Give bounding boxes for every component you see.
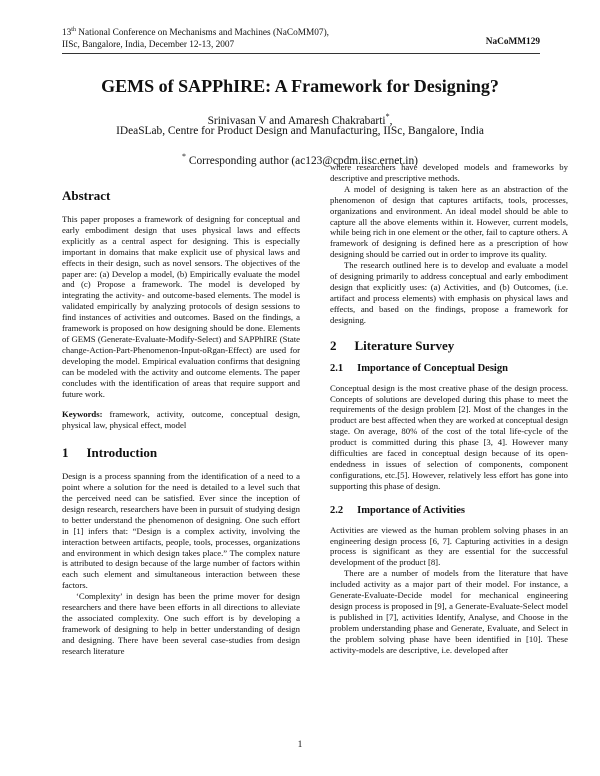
left-column bbox=[62, 178, 300, 657]
abstract-heading bbox=[62, 188, 300, 204]
subsection-2-2-heading bbox=[330, 504, 568, 517]
section-title: Literature Survey bbox=[354, 337, 455, 353]
right-paragraph-1: where researchers have developed models and frameworks by descriptive and prescriptive methods. bbox=[330, 162, 568, 183]
right-paragraph-2: A model of designing is taken here as an abstraction of the phenomenon of design that captures artifacts, tools, processes, organizations and environment. An ideal model should be able to capture all the above elements within it. However, current models, while being rich in one element or the other, fail to capture others. A framework of designing is defined here as a prescription of how designing should be carried out in order to improve its quality. bbox=[330, 183, 568, 260]
section-number: 2 bbox=[330, 337, 337, 353]
subsection-2-2-paragraph-2: There are a number of models from the literature that have included activity as a major part of their model. For instance, a Generate-Evaluate-Decide model for mechanical engineering design process is proposed in [9], a Generate-Evaluate-Select model is published in [7], activities Identify, Analyse, and Choose in the problem understanding phase and Generate, Evaluate, and Select in the problem solving phase have been identified in [10]. These activity-models are descriptive, i.e. developed after bbox=[330, 568, 568, 655]
author-names: Srinivasan V and Amaresh Chakrabarti bbox=[207, 114, 386, 127]
header-edition-suffix: th bbox=[71, 27, 76, 33]
header-paper-code: NaCoMM129 bbox=[485, 37, 540, 47]
intro-paragraph-2: ‘Complexity’ in design has been the prime mover for design researchers and there have been efforts in all directions to alleviate the associated complexity. One such effort is by developing a framework of designing to help in better understanding of design and designing. There have been several case-studies from design research literature bbox=[62, 591, 300, 656]
keywords bbox=[62, 409, 300, 431]
section-number: 1 bbox=[62, 445, 69, 461]
author-trailing-comma: , bbox=[389, 114, 393, 127]
subsection-number: 2.1 bbox=[330, 362, 344, 374]
header-venue-line: IISc, Bangalore, India, December 12-13, 2007 bbox=[62, 40, 235, 51]
header-rule bbox=[62, 53, 540, 54]
intro-paragraph-1: Design is a process spanning from the identification of a need to a point where a solution for the need is detailed to a level such that the perceived need can be satisfied. Ever since the inception of design research, researchers have been in pursuit of studying design to better understand the phenomenon of designing. One such effort in [1] infers that: “Design is a complex activity, involving the interaction between artifacts, people, tools, processes, organizations and environment in which design takes place.” The complex nature is attributed to design because of the large number of factors within each such element and simultaneous interaction between these factors. bbox=[62, 471, 300, 591]
subsection-2-1-heading bbox=[330, 362, 568, 375]
section-title: Introduction bbox=[86, 445, 158, 461]
paper-title: GEMS of SAPPhIRE: A Framework for Designing? bbox=[101, 76, 499, 96]
right-paragraph-3: The research outlined here is to develop and evaluate a model of designing primarily to address conceptual and early embodiment design that explicitly uses: (a) Activities, and (b) Outcomes, (i.e. artifact and process elements) with emphasis on physical laws and effects, and based on the findings, propose a framework for designing. bbox=[330, 260, 568, 325]
abstract-heading-text: Abstract bbox=[62, 188, 111, 203]
header-edition-number: 13 bbox=[62, 28, 72, 39]
page-number: 1 bbox=[297, 740, 303, 750]
affiliation: IDeaSLab, Centre for Product Design and Manufacturing, IISc, Bangalore, India bbox=[116, 125, 484, 137]
section-literature-survey-heading bbox=[330, 338, 568, 354]
header-conference-name: National Conference on Mechanisms and Machines (NaCoMM07), bbox=[75, 28, 329, 39]
corresponding-author-text: Corresponding author (ac123@cpdm.iisc.ernet.in) bbox=[186, 154, 418, 167]
header-conference-line bbox=[62, 24, 540, 39]
subsection-2-1-text: Conceptual design is the most creative phase of the design process. Concepts of solutions are developed during this phase to meet the requirements of the design problem [2]. Most of the changes in the product are best affected when they are worked at conceptual design stage. On average, 80% of the cost of the total life-cycle of the product is committed during this phase [3, 4]. However many difficulties are faced in conceptual design because of its open-endedness in issues of selection of components, component configurations, etc.[5]. However, relatively less effort has gone into supporting this phase of design. bbox=[330, 382, 568, 491]
subsection-number: 2.2 bbox=[330, 504, 344, 516]
subsection-2-2-paragraph-1: Activities are viewed as the human problem solving phases in an engineering design process [6, 7]. Capturing activities in a design process is significant as they are essential for the successful development of the product [8]. bbox=[330, 524, 568, 568]
subsection-title: Importance of Activities bbox=[357, 504, 466, 516]
keywords-text: framework, activity, outcome, conceptual design, physical law, physical effect, model bbox=[62, 409, 300, 431]
corresponding-footnote-mark: * bbox=[182, 152, 187, 161]
right-column bbox=[330, 162, 568, 656]
running-header bbox=[62, 24, 540, 51]
corresponding-mark: * bbox=[385, 112, 390, 121]
abstract-text: This paper proposes a framework of designing for conceptual and early embodiment design that uses physical laws and effects explicitly as a central aspect for designing. This is especially important in domains that make explicit use of physical laws and effects in their design, such as novel sensors. The objectives of the paper are: (a) Develop a model, (b) Empirically evaluate the model and (c) Propose a framework. The model is developed by integrating the activity- and outcome-based elements. The model is validated empirically by analyzing protocols of design sessions to find instances of activities and outcomes. Based on the findings, a framework is proposed on how designing should be done. Elements of GEMS (Generate-Evaluate-Modify-Select) and SAPPhIRE (State change-Action-Part-Phenomenon-Input-oRgan-Effect) are used for developing the model. Empirical evaluation confirms that designing can be modeled with the activity and outcome elements. The paper concludes with the identification of areas that require support and future work. bbox=[62, 214, 300, 399]
section-introduction-heading bbox=[62, 445, 300, 461]
subsection-title: Importance of Conceptual Design bbox=[357, 362, 508, 374]
keywords-label: Keywords: bbox=[62, 409, 103, 420]
